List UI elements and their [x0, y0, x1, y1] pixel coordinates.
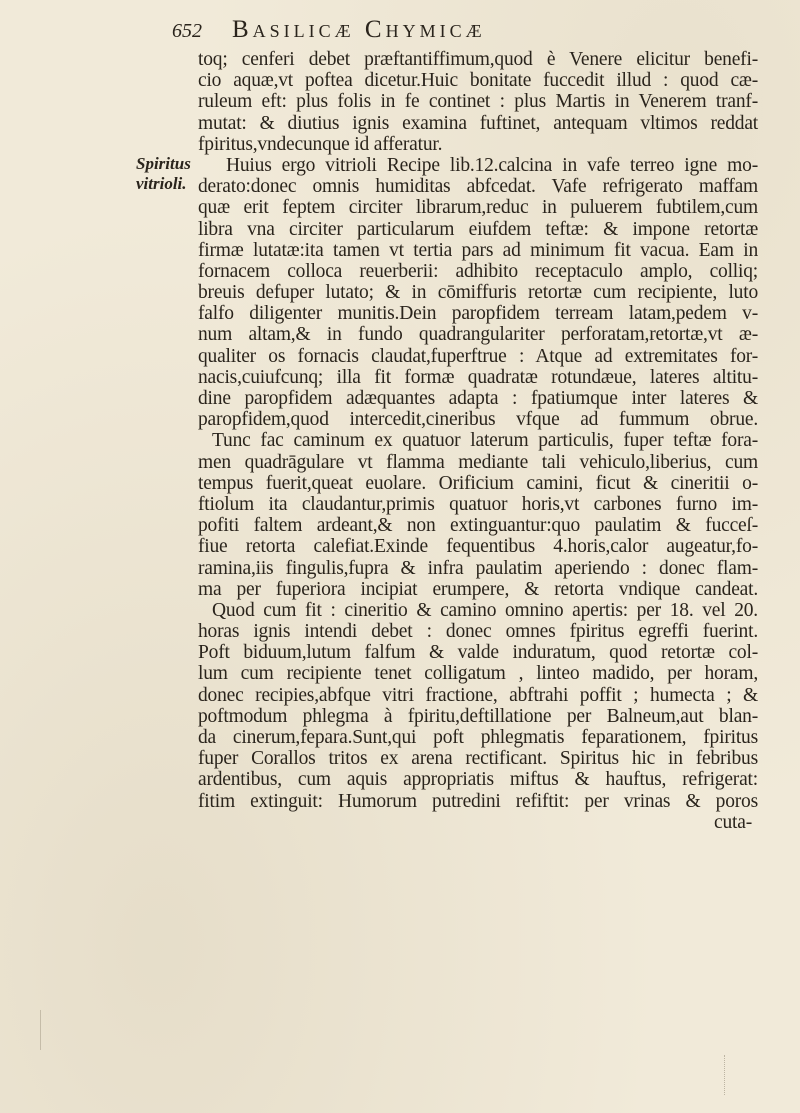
paper-mark [40, 1010, 43, 1050]
text-line: Quod cum fit : cineritio & camino omnino apertis: per 18. vel 20. [212, 599, 758, 621]
text-line: ma per fuperiora incipiat erumpere, & retorta vndique candeat. [198, 578, 758, 600]
text-line: dine paropfidem adæquantes adapta : fpatiumque inter lateres & [198, 388, 758, 409]
text-line: ramina,iis fingulis,fupra & infra paulatim aperiendo : donec flam- [198, 557, 758, 579]
text-line: num altam,& in fundo quadrangulariter perforatam,retortæ,vt æ- [198, 324, 758, 346]
page-header [172, 16, 732, 50]
body-text [198, 49, 758, 833]
text-line: qualiter os fornacis claudat,fuperftrue : Atque ad extremitates for- [198, 345, 758, 367]
text-line: poftmodum phlegma à fpiritu,deftillatione per Balneum,aut blan- [198, 705, 758, 727]
text-line: ruleum eft: plus folis in fe continet : plus Martis in Venerem tranf- [198, 91, 758, 113]
margin-note [136, 154, 196, 194]
text-line: paropfidem,quod intercedit,cineribus vfque ad fummum obrue. [198, 409, 758, 431]
text-line: tempus fuerit,queat euolare. Orificium camini, ficut & cineritii o- [198, 472, 758, 494]
text-line: fitim extinguit: Humorum putredini refiftit: per vrinas & poros [198, 790, 758, 812]
text-line: breuis defuper lutato; & in cōmiffuris retortæ cum recipiente, luto [198, 282, 758, 304]
margin-note-line: Spiritus [136, 154, 191, 173]
text-line: pofiti faltem ardeant,& non extinguantur:quo paulatim & fucceſ- [198, 515, 758, 537]
text-line: donec recipies,abfque vitri fractione, abftrahi poffit ; humecta ; & [198, 684, 758, 706]
margin-note-line: vitrioli. [136, 174, 187, 193]
paper-mark [724, 1055, 735, 1095]
text-line: quæ erit feptem circiter librarum,reduc in puluerem fubtilem,cum [198, 197, 758, 219]
text-line: firmæ lutatæ:ita tamen vt tertia pars ad minimum fit vacua. Eam in [198, 239, 758, 261]
text-line: fuper Corallos tritos ex arena rectificant. Spiritus hic in febribus [198, 748, 758, 770]
page-number: 652 [172, 20, 202, 42]
text-line: men quadrāgulare vt flamma mediante tali vehiculo,liberius, cum [198, 451, 758, 473]
text-line: derato:donec omnis humiditas abfcedat. Vafe refrigerato maffam [198, 176, 758, 198]
text-line: lum cum recipiente tenet colligatum , linteo madido, per horam, [198, 663, 758, 685]
running-title: Basilicæ Chymicæ [232, 16, 486, 43]
text-line: Poft biduum,lutum falfum & valde induratum, quod retortæ col- [198, 642, 758, 664]
text-line: fornacem colloca reuerberii: adhibito receptaculo amplo, colliq; [198, 260, 758, 282]
text-line: falfo diligenter munitis.Dein paropfidem terream latam,pedem v- [198, 303, 758, 325]
text-line: da cinerum,fepara.Sunt,qui poft phlegmatis feparationem, fpiritus [198, 727, 758, 748]
text-line: Tunc fac caminum ex quatuor laterum particulis, fuper teftæ fora- [212, 430, 758, 452]
text-line: ardentibus, cum aquis appropriatis miftus & hauftus, refrigerat: [198, 769, 758, 791]
catchword: cuta- [714, 811, 752, 833]
text-line: nacis,cuiufcunq; illa fit formæ quadratæ rotundæue, lateres altitu- [198, 366, 758, 388]
text-line: cio aquæ,vt poftea dicetur.Huic bonitate fuccedit illud : quod cæ- [198, 70, 758, 92]
text-line: libra vna circiter particularum eiufdem teftæ: & impone retortæ [198, 218, 758, 240]
text-line: fiue retorta calefiat.Exinde fequentibus 4.horis,calor augeatur,fo- [198, 536, 758, 558]
text-line: Huius ergo vitrioli Recipe lib.12.calcina in vafe terreo igne mo- [226, 154, 758, 176]
text-line: fpiritus,vndecunque id afferatur. [198, 133, 443, 155]
text-line: toq; cenferi debet præftantiffimum,quod è Venere elicitur benefi- [198, 49, 758, 70]
text-line: ftiolum ita claudantur,primis quatuor horis,vt carbones furno im- [198, 493, 758, 515]
text-line: horas ignis intendi debet : donec omnes fpiritus egreffi fuerint. [198, 621, 758, 643]
text-line: mutat: & diutius ignis examina fuftinet, antequam vltimos reddat [198, 112, 758, 134]
